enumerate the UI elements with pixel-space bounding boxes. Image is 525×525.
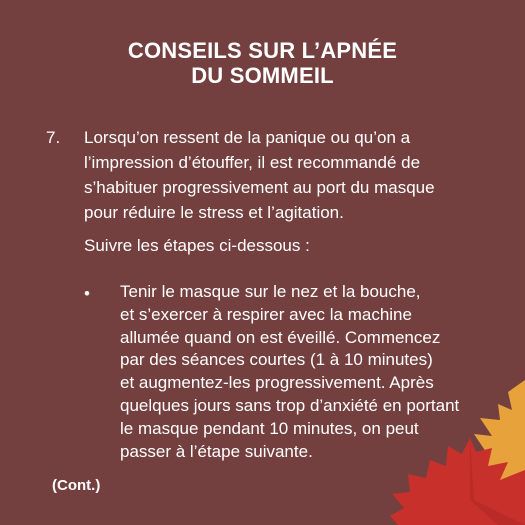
tip-number: 7. [46, 128, 61, 147]
bullet-line: et augmentez-les progressivement. Après [120, 373, 434, 393]
continued-label: (Cont.) [52, 477, 101, 494]
bullet-line: passer à l’étape suivante. [120, 441, 313, 461]
tip-line: l’impression d’étouffer, il est recommandé de [84, 153, 421, 172]
bullet-text [120, 281, 490, 463]
steps-intro: Suivre les étapes ci-dessous : [84, 236, 310, 255]
bullet-line: allumée quand on est éveillé. Commencez [120, 327, 441, 347]
bullet-line: et s’exercer à respirer avec la machine [120, 304, 412, 324]
tip-line: Lorsqu’on ressent de la panique ou qu’on a [84, 128, 411, 147]
tip-paragraph [84, 125, 484, 225]
tip-line: s’habituer progressivement au port du masque [84, 178, 435, 197]
title-line-1: CONSEILS SUR L’APNÉE [127, 38, 398, 63]
tip-line: pour réduire le stress et l’agitation. [84, 203, 344, 222]
title-line-2: DU SOMMEIL [191, 63, 334, 88]
bullet-line: par des séances courtes (1 à 10 minutes) [120, 350, 433, 370]
bullet-line: le masque pendant 10 minutes, on peut [120, 418, 419, 438]
bullet-line: Tenir le masque sur le nez et la bouche, [120, 282, 421, 301]
bullet-point: • [84, 284, 90, 303]
page-title [0, 38, 525, 88]
bullet-line: quelques jours sans trop d’anxiété en portant [120, 395, 460, 415]
